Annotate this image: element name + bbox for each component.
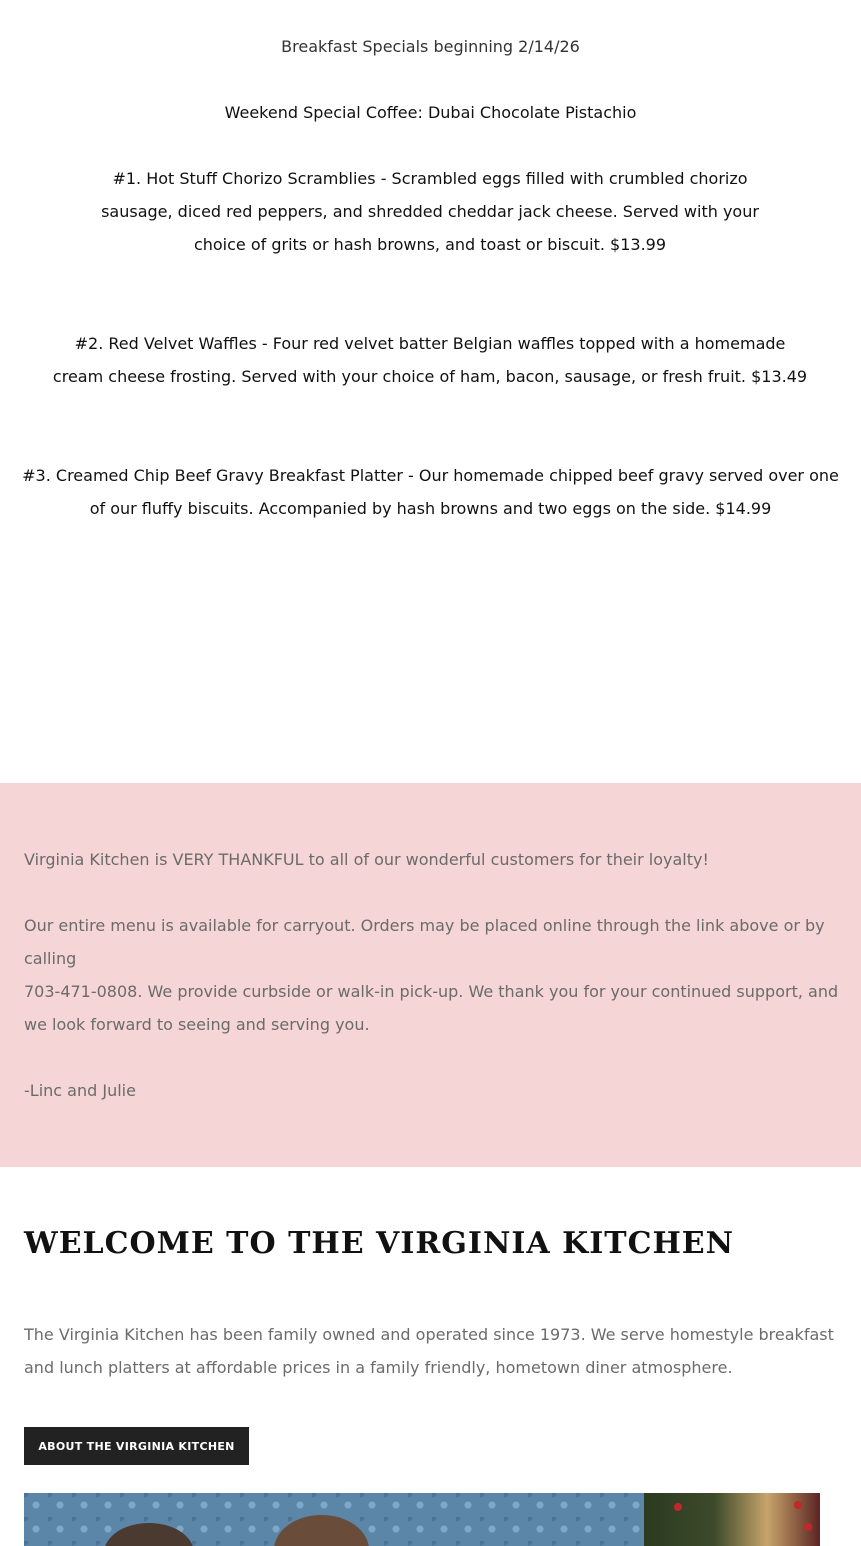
weekend-coffee-special: Weekend Special Coffee: Dubai Chocolate Pistachio xyxy=(224,103,637,122)
welcome-description: The Virginia Kitchen has been family owned and operated since 1973. We serve homestyle breakfast and lunch platters at affordable prices in a family friendly, hometown diner atmosphere. xyxy=(24,1325,834,1377)
special-item-3: #3. Creamed Chip Beef Gravy Breakfast Platter - Our homemade chipped beef gravy served over one of our fluffy biscuits. Accompanied by hash browns and two eggs on the side. $14.99 xyxy=(22,466,839,518)
restaurant-photo xyxy=(24,1493,820,1546)
thank-you-message: Virginia Kitchen is VERY THANKFUL to all of our wonderful customers for their loyalty! xyxy=(24,850,709,869)
specials-heading: Breakfast Specials beginning 2/14/26 xyxy=(281,37,580,56)
owners-signature: -Linc and Julie xyxy=(24,1081,136,1100)
thank-you-section xyxy=(0,783,861,1167)
about-button[interactable]: ABOUT THE VIRGINIA KITCHEN xyxy=(24,1427,249,1465)
phone-pickup-message: 703-471-0808. We provide curbside or walk-in pick-up. We thank you for your continued support, and we look forward to seeing and serving you. xyxy=(24,982,839,1034)
ornament xyxy=(794,1501,802,1509)
special-item-2: #2. Red Velvet Waffles - Four red velvet batter Belgian waffles topped with a homemade cream cheese frosting. Served with your choice of ham, bacon, sausage, or fresh fruit. $13.49 xyxy=(52,334,808,386)
carryout-message: Our entire menu is available for carryout. Orders may be placed online through the link above or by calling xyxy=(24,916,825,968)
welcome-heading: WELCOME TO THE VIRGINIA KITCHEN xyxy=(24,1226,735,1261)
ornament xyxy=(674,1503,682,1511)
ornament xyxy=(804,1523,812,1531)
special-item-1: #1. Hot Stuff Chorizo Scramblies - Scrambled eggs filled with crumbled chorizo sausage, diced red peppers, and shredded cheddar jack cheese. Served with your choice of grits or hash browns, and toast or biscuit. $13.99 xyxy=(101,169,759,254)
christmas-tree xyxy=(644,1493,820,1546)
